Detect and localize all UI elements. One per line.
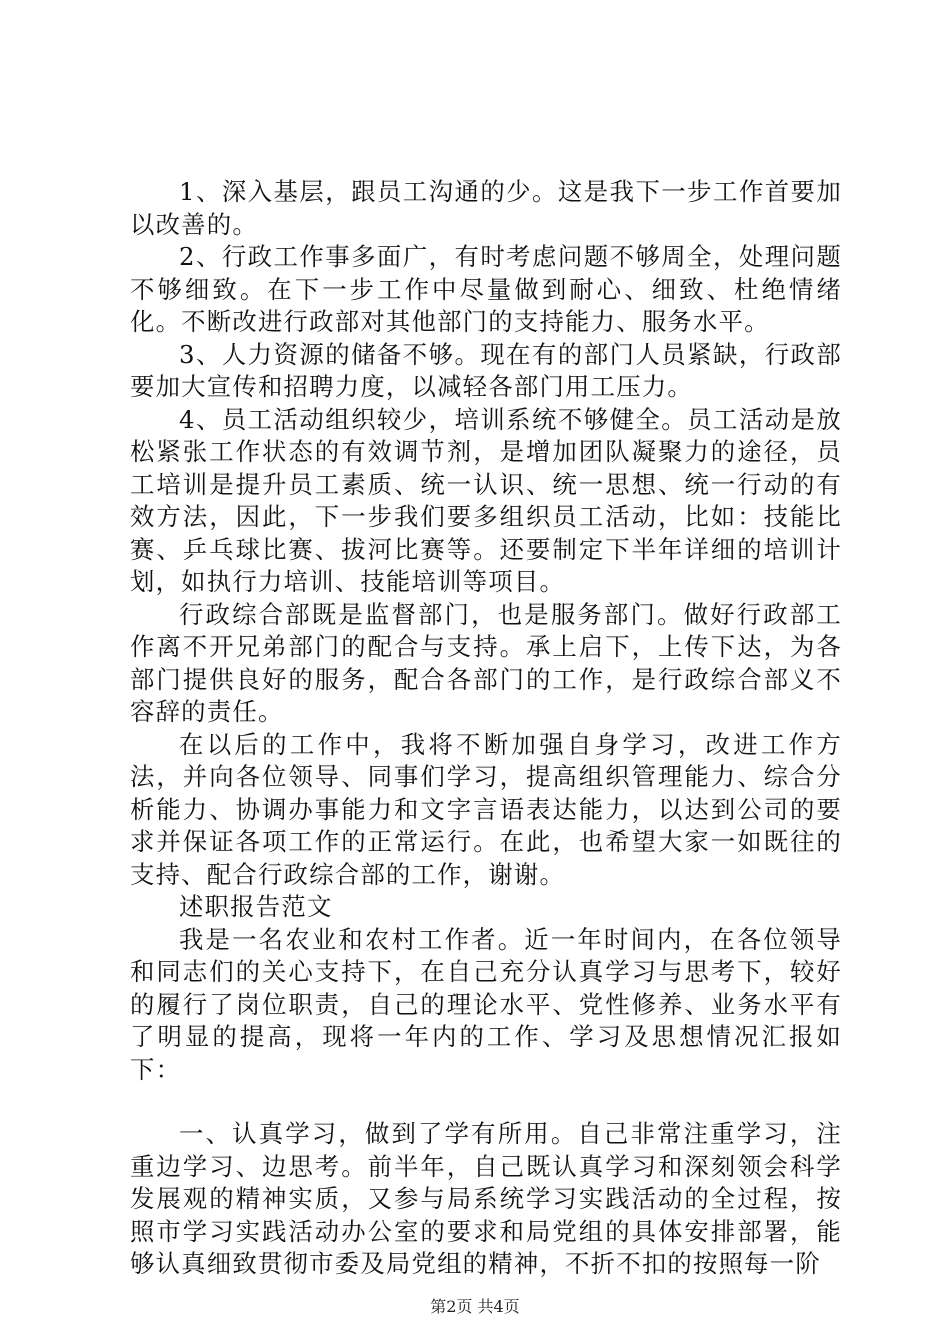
paragraph-2: 2、行政工作事多面广，有时考虑问题不够周全，处理问题不够细致。在下一步工作中尽量做到耐心、细致、杜绝情绪化。不断改进行政部对其他部门的支持能力、服务水平。	[130, 242, 842, 336]
paragraph-4: 4、员工活动组织较少，培训系统不够健全。员工活动是放松紧张工作状态的有效调节剂，是增加团队凝聚力的途径，员工培训是提升员工素质、统一认识、统一思想、统一行动的有效方法，因此，下一步我们要多组织员工活动，比如：技能比赛、乒乓球比赛、拔河比赛等。还要制定下半年详细的培训计划，如执行力培训、技能培训等项目。	[130, 404, 842, 596]
paragraph-3: 3、人力资源的储备不够。现在有的部门人员紧缺，行政部要加大宣传和招聘力度，以减轻各部门用工压力。	[130, 339, 842, 401]
section-heading: 述职报告范文	[179, 892, 333, 921]
document-body	[130, 176, 842, 1281]
paragraph-5: 行政综合部既是监督部门，也是服务部门。做好行政部工作离不开兄弟部门的配合与支持。承上启下，上传下达，为各部门提供良好的服务，配合各部门的工作，是行政综合部义不容辞的责任。	[130, 599, 842, 726]
paragraph-1: 1、深入基层，跟员工沟通的少。这是我下一步工作首要加以改善的。	[130, 177, 842, 239]
page-footer: 第2页 共4页	[430, 1297, 520, 1316]
paragraph-8: 一、认真学习，做到了学有所用。自己非常注重学习，注重边学习、边思考。前半年，自己既认真学习和深刻领会科学发展观的精神实质，又参与局系统学习实践活动的全过程，按照市学习实践活动办公室的要求和局党组的具体安排部署，能够认真细致贯彻市委及局党组的精神，不折不扣的按照每一阶	[130, 1119, 842, 1278]
paragraph-6: 在以后的工作中，我将不断加强自身学习，改进工作方法，并向各位领导、同事们学习，提高组织管理能力、综合分析能力、协调办事能力和文字言语表达能力，以达到公司的要求并保证各项工作的正常运行。在此，也希望大家一如既往的支持、配合行政综合部的工作，谢谢。	[130, 729, 842, 889]
paragraph-7: 我是一名农业和农村工作者。近一年时间内，在各位领导和同志们的关心支持下，在自己充分认真学习与思考下，较好的履行了岗位职责，自己的理论水平、党性修养、业务水平有了明显的提高，现将一年内的工作、学习及思想情况汇报如下：	[130, 924, 842, 1084]
